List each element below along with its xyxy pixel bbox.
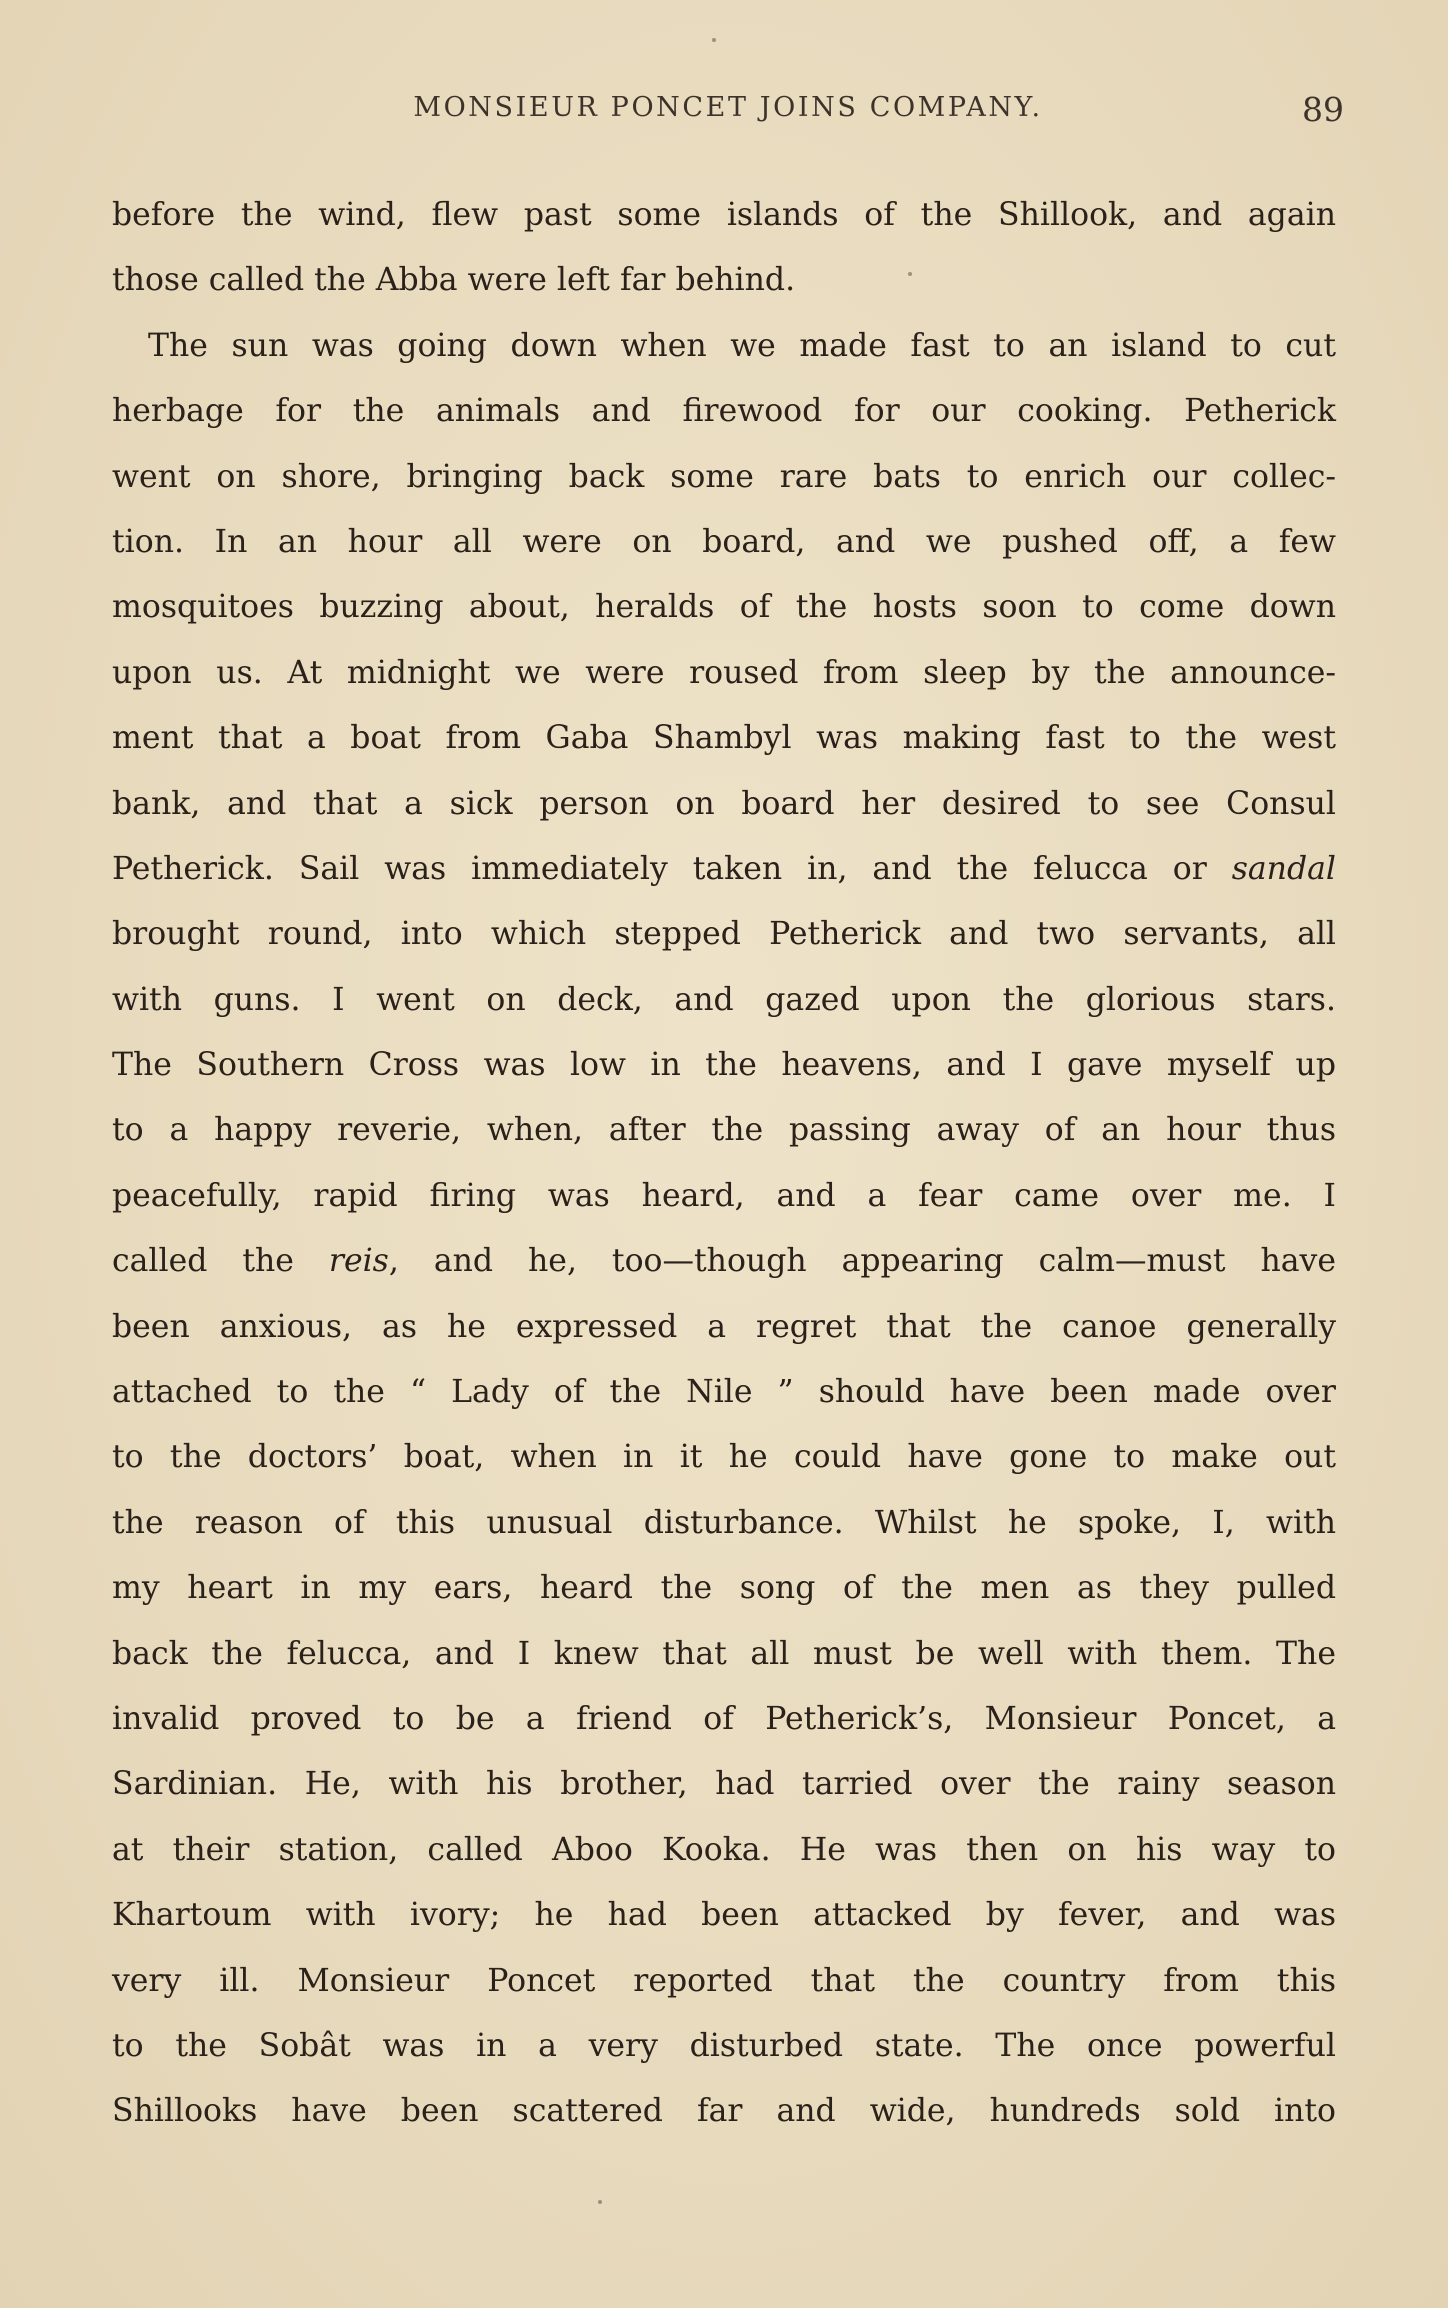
running-title: MONSIEUR PONCET JOINS COMPANY. bbox=[413, 92, 1043, 123]
text-line: at their station, called Aboo Kooka. He was then on his way to bbox=[112, 1831, 1336, 1868]
text-line: to the Sobât was in a very disturbed state. The once powerful bbox=[112, 2027, 1336, 2064]
text-line: went on shore, bringing back some rare bats to enrich our collec- bbox=[112, 458, 1336, 495]
running-head bbox=[112, 92, 1344, 132]
text-line: the reason of this unusual disturbance. Whilst he spoke, I, with bbox=[112, 1504, 1336, 1541]
text-line: upon us. At midnight we were roused from sleep by the announce- bbox=[112, 654, 1336, 691]
text-line: back the felucca, and I knew that all must be well with them. The bbox=[112, 1635, 1336, 1672]
text-segment: called the bbox=[112, 1243, 329, 1280]
text-line: peacefully, rapid firing was heard, and a fear came over me. I bbox=[112, 1177, 1336, 1214]
text-line: Khartoum with ivory; he had been attacked by fever, and was bbox=[112, 1897, 1336, 1934]
text-line: those called the Abba were left far behind. bbox=[112, 262, 796, 299]
text-line: ment that a boat from Gaba Shambyl was making fast to the west bbox=[112, 720, 1336, 757]
paper-speck bbox=[908, 272, 912, 276]
text-line: herbage for the animals and firewood for our cooking. Petherick bbox=[112, 393, 1336, 430]
text-segment: , and he, too—though appearing calm—must have bbox=[388, 1243, 1336, 1280]
text-line: invalid proved to be a friend of Petherick’s, Monsieur Poncet, a bbox=[112, 1700, 1336, 1737]
text-line: brought round, into which stepped Petherick and two servants, all bbox=[112, 916, 1336, 953]
text-line bbox=[112, 1229, 1336, 1294]
text-line: bank, and that a sick person on board her desired to see Consul bbox=[112, 785, 1336, 822]
body-text bbox=[112, 183, 1336, 2145]
text-line: to a happy reverie, when, after the passing away of an hour thus bbox=[112, 1112, 1336, 1149]
text-line: tion. In an hour all were on board, and we pushed off, a few bbox=[112, 523, 1336, 560]
text-line: mosquitoes buzzing about, heralds of the hosts soon to come down bbox=[112, 589, 1336, 626]
text-line: Shillooks have been scattered far and wide, hundreds sold into bbox=[112, 2093, 1336, 2130]
text-line: with guns. I went on deck, and gazed upon the glorious stars. bbox=[112, 981, 1336, 1018]
text-line: before the wind, flew past some islands of the Shillook, and again bbox=[112, 197, 1336, 233]
text-line bbox=[112, 837, 1336, 902]
paper-speck bbox=[598, 2200, 602, 2204]
text-line: attached to the “ Lady of the Nile ” should have been made over bbox=[112, 1374, 1336, 1411]
italic-word: reis bbox=[328, 1243, 389, 1280]
text-line: been anxious, as he expressed a regret that the canoe generally bbox=[112, 1308, 1336, 1345]
italic-word: sandal bbox=[1231, 850, 1336, 887]
text-segment: Petherick. Sail was immediately taken in, and the felucca or bbox=[112, 850, 1232, 887]
page-number: 89 bbox=[1302, 90, 1344, 129]
text-line: The Southern Cross was low in the heavens, and I gave myself up bbox=[112, 1047, 1336, 1084]
text-line: my heart in my ears, heard the song of the men as they pulled bbox=[112, 1570, 1336, 1607]
paper-speck bbox=[712, 38, 716, 42]
text-line: Sardinian. He, with his brother, had tarried over the rainy season bbox=[112, 1766, 1336, 1803]
text-line: very ill. Monsieur Poncet reported that the country from this bbox=[112, 1962, 1336, 1999]
text-line: to the doctors’ boat, when in it he could have gone to make out bbox=[112, 1439, 1336, 1476]
text-line: The sun was going down when we made fast to an island to cut bbox=[148, 327, 1336, 364]
